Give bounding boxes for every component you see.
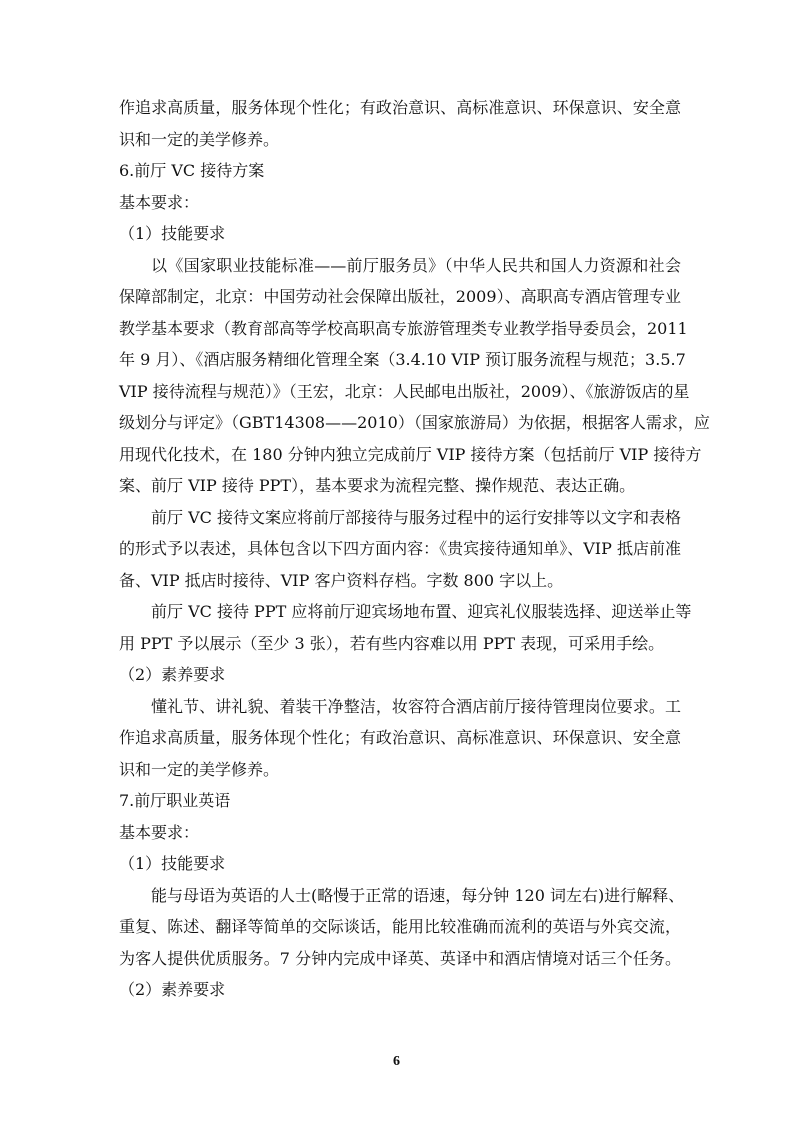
paragraph-line: 懂礼节、讲礼貌、着装干净整洁，妆容符合酒店前厅接待管理岗位要求。工 — [151, 696, 681, 716]
subheading-basic-requirements: 基本要求： — [119, 822, 200, 842]
paragraph-line: 用 PPT 予以展示（至少 3 张），若有些内容难以用 PPT 表现，可采用手绘。 — [119, 633, 665, 653]
paragraph-line: 的形式予以表述，具体包含以下四方面内容：《贵宾接待通知单》、VIP 抵店前准 — [119, 539, 681, 558]
paragraph-line: 教学基本要求（教育部高等学校高职高专旅游管理类专业教学指导委员会，2011 — [119, 318, 688, 338]
paragraph-line: VIP 接待流程与规范）》（王宏，北京：人民邮电出版社，2009）、《旅游饭店的星 — [119, 381, 690, 401]
paragraph-line: 能与母语为英语的人士(略慢于正常的语速，每分钟 120 词左右)进行解释、 — [151, 885, 685, 905]
paragraph-line: 前厅 VC 接待文案应将前厅部接待与服务过程中的运行安排等以文字和表格 — [151, 507, 681, 527]
section-heading: 7.前厅职业英语 — [119, 791, 231, 810]
paragraph-line: 为客人提供优质服务。7 分钟内完成中译英、英译中和酒店情境对话三个任务。 — [119, 948, 681, 968]
paragraph-line: 用现代化技术，在 180 分钟内独立完成前厅 VIP 接待方案（包括前厅 VIP 接待方 — [119, 444, 702, 464]
subheading-quality-requirements: （2）素养要求 — [119, 980, 226, 999]
paragraph-line: 作追求高质量，服务体现个性化；有政治意识、高标准意识、环保意识、安全意 — [119, 98, 681, 117]
paragraph-line: 识和一定的美学修养。 — [119, 129, 280, 149]
page-number: 6 — [393, 1054, 400, 1069]
subheading-skill-requirements: （1）技能要求 — [119, 854, 226, 873]
paragraph-line: 保障部制定，北京：中国劳动社会保障出版社，2009）、高职高专酒店管理专业 — [119, 287, 681, 306]
subheading-skill-requirements: （1）技能要求 — [119, 224, 226, 243]
body-text — [119, 92, 710, 1006]
paragraph-line: 备、VIP 抵店时接待、VIP 客户资料存档。字数 800 字以上。 — [119, 570, 564, 590]
paragraph-line: 作追求高质量，服务体现个性化；有政治意识、高标准意识、环保意识、安全意 — [119, 728, 681, 747]
paragraph-line: 年 9 月）、《酒店服务精细化管理全案（3.4.10 VIP 预订服务流程与规范；3.5.7 — [119, 350, 686, 369]
subheading-quality-requirements: （2）素养要求 — [119, 665, 226, 684]
subheading-basic-requirements: 基本要求： — [119, 192, 200, 212]
paragraph-line: 级划分与评定》（GBT14308——2010）（国家旅游局）为依据，根据客人需求，应 — [119, 413, 710, 432]
paragraph-line: 识和一定的美学修养。 — [119, 759, 280, 779]
paragraph-line: 前厅 VC 接待 PPT 应将前厅迎宾场地布置、迎宾礼仪服装选择、迎送举止等 — [151, 602, 692, 621]
paragraph-line: 以《国家职业技能标准——前厅服务员》（中华人民共和国人力资源和社会 — [151, 255, 681, 275]
section-heading: 6.前厅 VC 接待方案 — [119, 161, 265, 180]
paragraph-line: 重复、陈述、翻译等简单的交际谈话，能用比较准确而流利的英语与外宾交流， — [119, 917, 681, 936]
paragraph-line: 案、前厅 VIP 接待 PPT），基本要求为流程完整、操作规范、表达正确。 — [119, 476, 636, 495]
